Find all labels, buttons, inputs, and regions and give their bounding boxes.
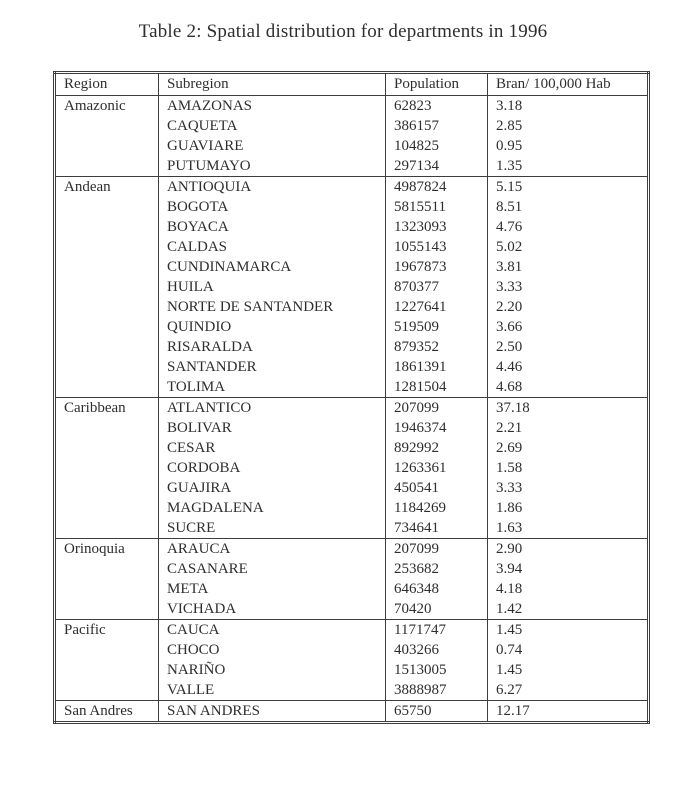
rate-cell: 4.68	[488, 377, 649, 398]
population-cell: 4987824	[386, 177, 488, 198]
region-group	[55, 539, 649, 620]
region-cell	[55, 579, 159, 599]
column-header-region: Region	[64, 76, 108, 92]
population-cell: 1967873	[386, 257, 488, 277]
table-row	[55, 438, 649, 458]
population-cell: 1184269	[386, 498, 488, 518]
rate-cell: 2.85	[488, 116, 649, 136]
subregion-cell: CALDAS	[159, 237, 386, 257]
population-cell: 1323093	[386, 217, 488, 237]
region-cell	[55, 599, 159, 620]
rate-cell: 1.35	[488, 156, 649, 177]
rate-cell: 3.66	[488, 317, 649, 337]
subregion-cell: ARAUCA	[159, 539, 386, 560]
header-row	[55, 73, 649, 96]
rate-cell: 37.18	[488, 398, 649, 419]
table-row	[55, 559, 649, 579]
table-row	[55, 297, 649, 317]
table-row	[55, 640, 649, 660]
rate-cell: 0.95	[488, 136, 649, 156]
table-row	[55, 136, 649, 156]
population-cell: 70420	[386, 599, 488, 620]
rate-cell: 2.90	[488, 539, 649, 560]
table-row	[55, 156, 649, 177]
subregion-cell: ATLANTICO	[159, 398, 386, 419]
population-cell: 403266	[386, 640, 488, 660]
region-cell	[55, 438, 159, 458]
table-row	[55, 458, 649, 478]
table-row	[55, 701, 649, 723]
subregion-cell: CORDOBA	[159, 458, 386, 478]
region-cell	[55, 257, 159, 277]
region-cell	[55, 498, 159, 518]
region-cell	[55, 277, 159, 297]
rate-cell: 6.27	[488, 680, 649, 701]
rate-cell: 1.45	[488, 660, 649, 680]
population-cell: 104825	[386, 136, 488, 156]
rate-cell: 3.94	[488, 559, 649, 579]
rate-cell: 3.81	[488, 257, 649, 277]
table-row	[55, 357, 649, 377]
region-cell: Caribbean	[64, 400, 126, 416]
region-group	[55, 701, 649, 723]
subregion-cell: RISARALDA	[159, 337, 386, 357]
table-row	[55, 237, 649, 257]
data-table	[53, 71, 650, 724]
table-row	[55, 217, 649, 237]
region-cell	[55, 357, 159, 377]
population-cell: 646348	[386, 579, 488, 599]
population-cell: 1946374	[386, 418, 488, 438]
region-cell: Amazonic	[64, 98, 126, 114]
region-cell	[55, 337, 159, 357]
table-row	[55, 398, 649, 419]
rate-cell: 4.18	[488, 579, 649, 599]
column-header-rate: Bran/ 100,000 Hab	[488, 73, 649, 96]
region-cell	[55, 518, 159, 539]
population-cell: 1861391	[386, 357, 488, 377]
region-group	[55, 620, 649, 701]
table-row	[55, 478, 649, 498]
region-cell	[55, 116, 159, 136]
population-cell: 297134	[386, 156, 488, 177]
region-cell	[55, 156, 159, 177]
region-cell	[55, 478, 159, 498]
rate-cell: 1.45	[488, 620, 649, 641]
subregion-cell: CASANARE	[159, 559, 386, 579]
subregion-cell: CESAR	[159, 438, 386, 458]
subregion-cell: SAN ANDRES	[159, 701, 386, 723]
subregion-cell: PUTUMAYO	[159, 156, 386, 177]
subregion-cell: CAQUETA	[159, 116, 386, 136]
region-cell: Andean	[64, 179, 111, 195]
table-row	[55, 660, 649, 680]
population-cell: 386157	[386, 116, 488, 136]
region-cell	[55, 377, 159, 398]
table-row	[55, 579, 649, 599]
population-cell: 1263361	[386, 458, 488, 478]
table-caption: Table 2: Spatial distribution for departments in 1996	[138, 21, 548, 42]
region-cell	[55, 237, 159, 257]
subregion-cell: NARIÑO	[159, 660, 386, 680]
subregion-cell: GUAVIARE	[159, 136, 386, 156]
rate-cell: 12.17	[488, 701, 649, 723]
region-cell	[55, 640, 159, 660]
table-row	[55, 498, 649, 518]
table-row	[55, 317, 649, 337]
region-cell	[55, 197, 159, 217]
table-row	[55, 620, 649, 641]
subregion-cell: VICHADA	[159, 599, 386, 620]
rate-cell: 3.33	[488, 277, 649, 297]
rate-cell: 4.76	[488, 217, 649, 237]
region-cell	[55, 136, 159, 156]
table-row	[55, 197, 649, 217]
region-cell	[55, 458, 159, 478]
population-cell: 207099	[386, 398, 488, 419]
rate-cell: 1.63	[488, 518, 649, 539]
subregion-cell: MAGDALENA	[159, 498, 386, 518]
rate-cell: 1.58	[488, 458, 649, 478]
population-cell: 3888987	[386, 680, 488, 701]
region-cell	[55, 559, 159, 579]
subregion-cell: BOYACA	[159, 217, 386, 237]
subregion-cell: HUILA	[159, 277, 386, 297]
rate-cell: 3.18	[488, 96, 649, 117]
population-cell: 450541	[386, 478, 488, 498]
table-row	[55, 257, 649, 277]
population-cell: 65750	[386, 701, 488, 723]
rate-cell: 3.33	[488, 478, 649, 498]
subregion-cell: NORTE DE SANTANDER	[159, 297, 386, 317]
population-cell: 207099	[386, 539, 488, 560]
region-cell: Pacific	[64, 622, 106, 638]
table-row	[55, 599, 649, 620]
column-header-subregion: Subregion	[159, 73, 386, 96]
rate-cell: 5.15	[488, 177, 649, 198]
table-row	[55, 377, 649, 398]
rate-cell: 2.69	[488, 438, 649, 458]
subregion-cell: SUCRE	[159, 518, 386, 539]
population-cell: 879352	[386, 337, 488, 357]
population-cell: 5815511	[386, 197, 488, 217]
population-cell: 870377	[386, 277, 488, 297]
subregion-cell: CAUCA	[159, 620, 386, 641]
region-cell: Orinoquia	[64, 541, 125, 557]
region-cell: San Andres	[64, 703, 133, 719]
table-container	[53, 71, 650, 724]
rate-cell: 8.51	[488, 197, 649, 217]
table-row	[55, 680, 649, 701]
table-row	[55, 518, 649, 539]
subregion-cell: VALLE	[159, 680, 386, 701]
population-cell: 1171747	[386, 620, 488, 641]
rate-cell: 2.20	[488, 297, 649, 317]
rate-cell: 4.46	[488, 357, 649, 377]
subregion-cell: GUAJIRA	[159, 478, 386, 498]
subregion-cell: SANTANDER	[159, 357, 386, 377]
population-cell: 253682	[386, 559, 488, 579]
population-cell: 1513005	[386, 660, 488, 680]
rate-cell: 5.02	[488, 237, 649, 257]
rate-cell: 1.42	[488, 599, 649, 620]
table-row	[55, 116, 649, 136]
population-cell: 62823	[386, 96, 488, 117]
region-cell	[55, 297, 159, 317]
column-header-population: Population	[386, 73, 488, 96]
table-row	[55, 539, 649, 560]
subregion-cell: BOLIVAR	[159, 418, 386, 438]
table-row	[55, 277, 649, 297]
subregion-cell: META	[159, 579, 386, 599]
region-group	[55, 398, 649, 539]
subregion-cell: ANTIOQUIA	[159, 177, 386, 198]
population-cell: 1227641	[386, 297, 488, 317]
subregion-cell: TOLIMA	[159, 377, 386, 398]
table-row	[55, 177, 649, 198]
rate-cell: 2.21	[488, 418, 649, 438]
region-group	[55, 96, 649, 177]
population-cell: 734641	[386, 518, 488, 539]
region-cell	[55, 418, 159, 438]
subregion-cell: CUNDINAMARCA	[159, 257, 386, 277]
subregion-cell: AMAZONAS	[159, 96, 386, 117]
population-cell: 892992	[386, 438, 488, 458]
table-row	[55, 418, 649, 438]
population-cell: 1055143	[386, 237, 488, 257]
rate-cell: 0.74	[488, 640, 649, 660]
region-cell	[55, 660, 159, 680]
table-header	[55, 73, 649, 96]
table-row	[55, 96, 649, 117]
subregion-cell: CHOCO	[159, 640, 386, 660]
region-cell	[55, 317, 159, 337]
rate-cell: 2.50	[488, 337, 649, 357]
subregion-cell: QUINDIO	[159, 317, 386, 337]
population-cell: 519509	[386, 317, 488, 337]
region-group	[55, 177, 649, 398]
table-row	[55, 337, 649, 357]
subregion-cell: BOGOTA	[159, 197, 386, 217]
rate-cell: 1.86	[488, 498, 649, 518]
population-cell: 1281504	[386, 377, 488, 398]
region-cell	[55, 680, 159, 701]
region-cell	[55, 217, 159, 237]
